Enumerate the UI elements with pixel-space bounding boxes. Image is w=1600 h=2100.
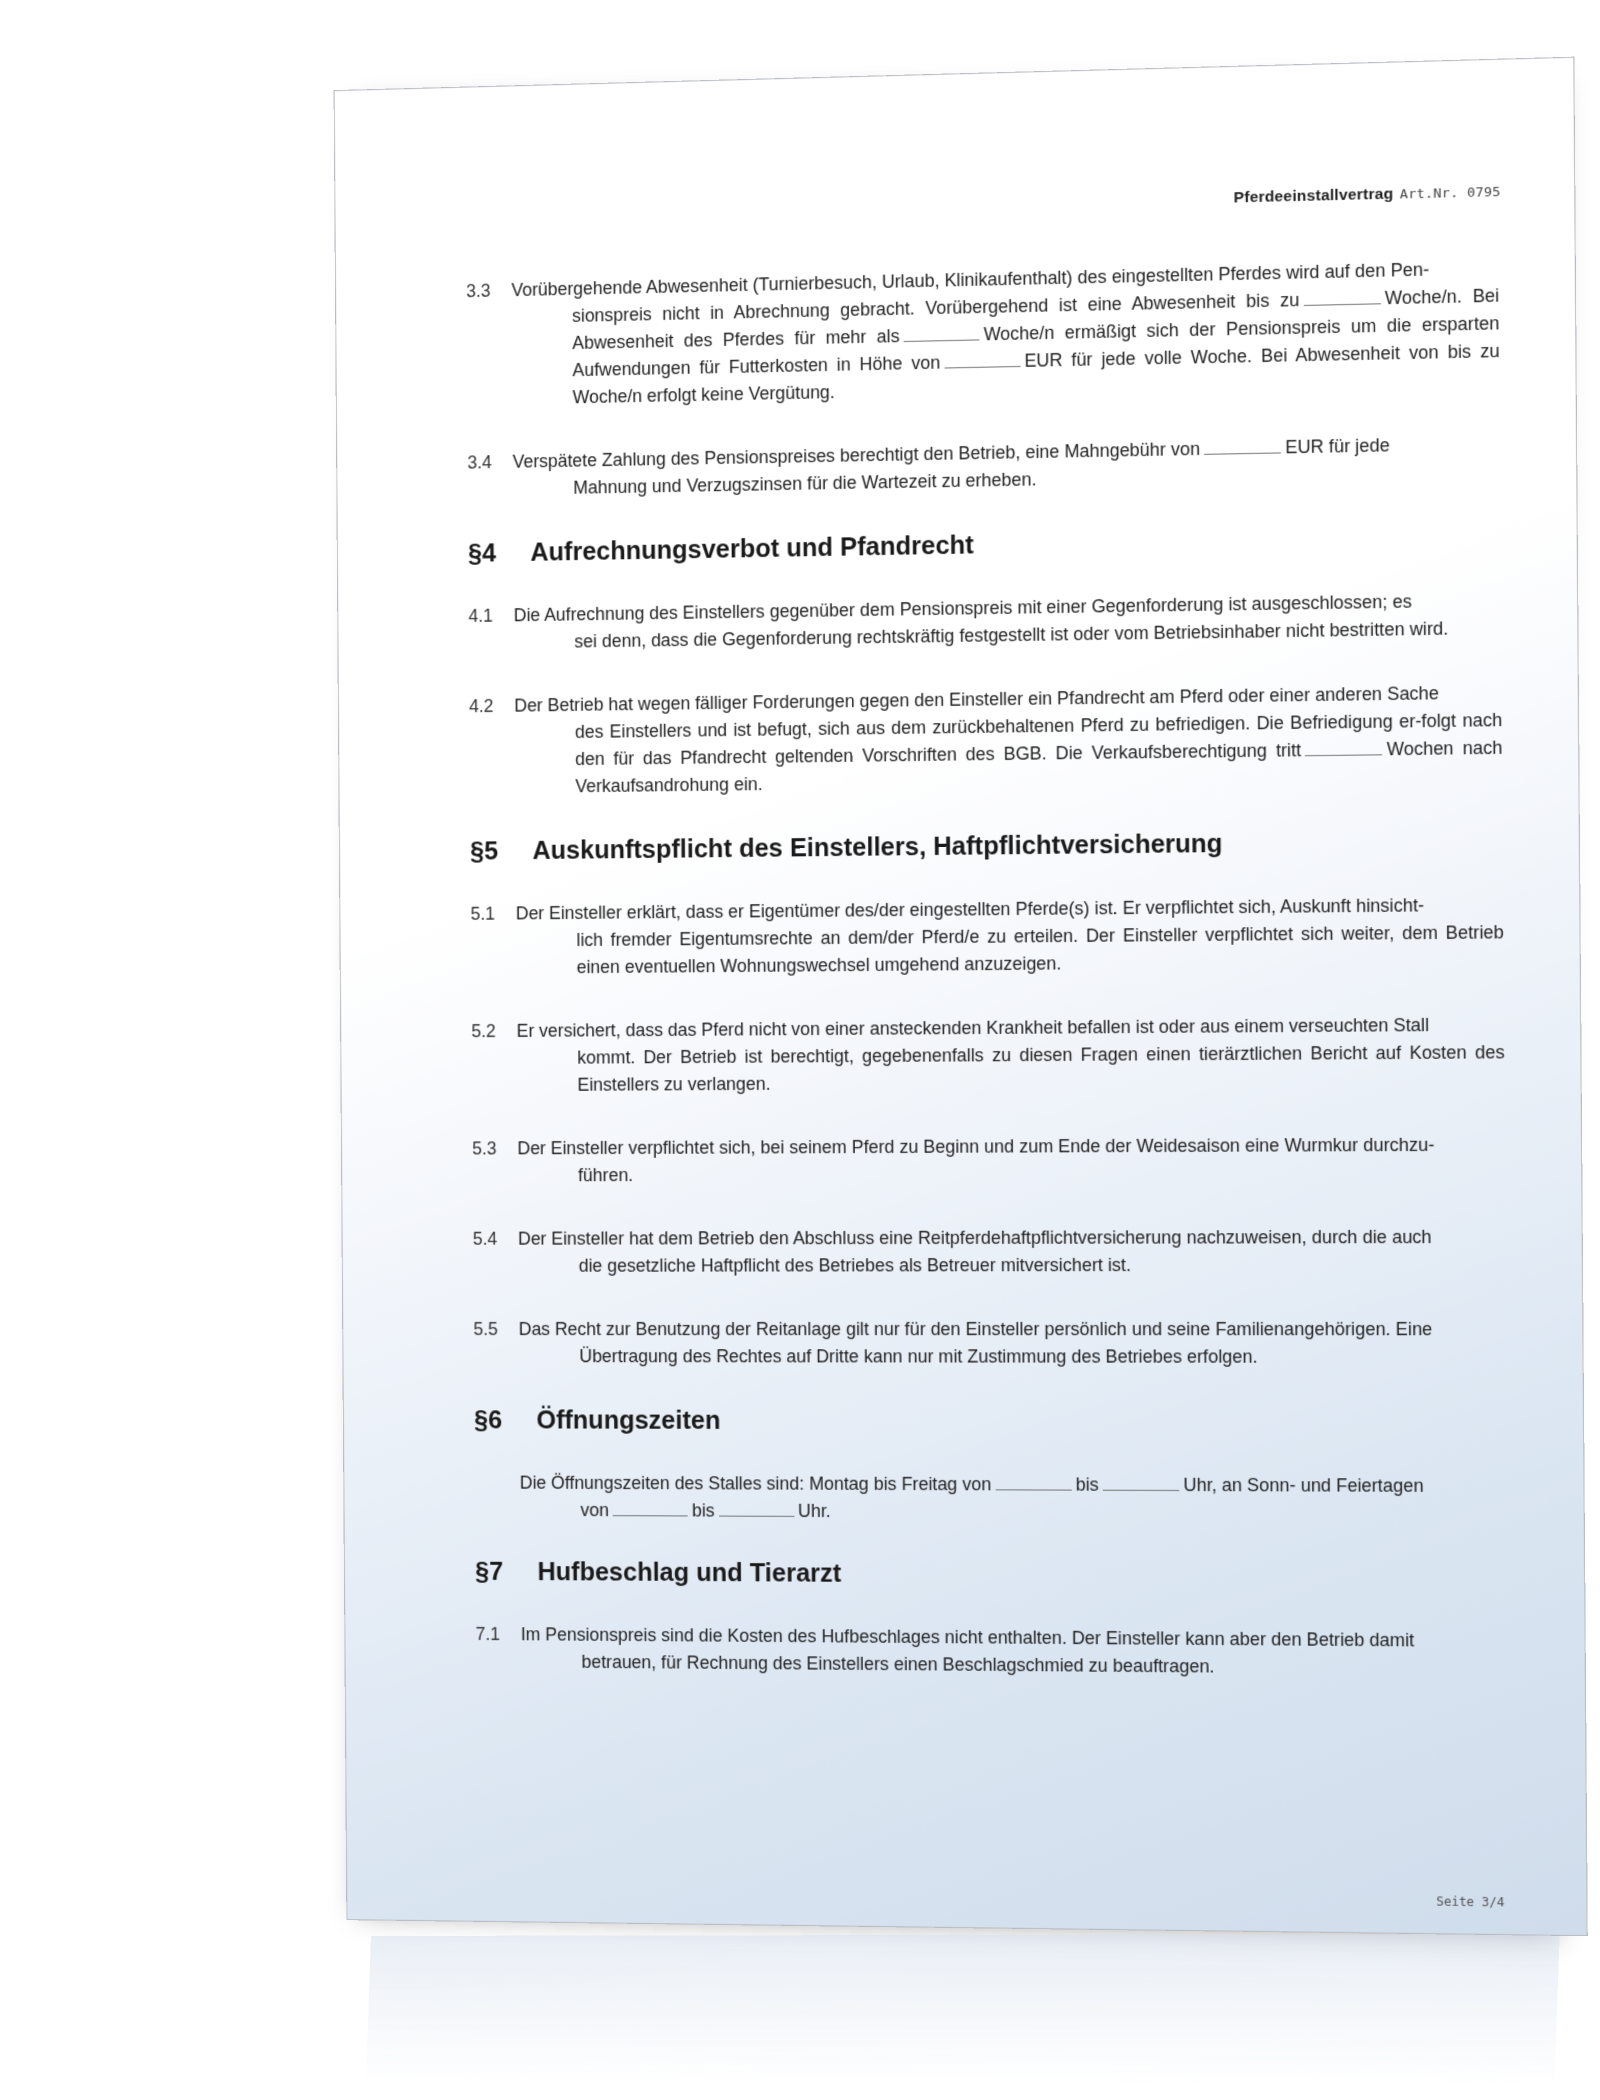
- hours-text: Uhr.: [797, 1500, 831, 1522]
- document-page: [334, 57, 1588, 1937]
- clause-number: 4.1: [468, 605, 493, 627]
- clause-text-cont: [514, 707, 1502, 801]
- clause-number: 3.3: [466, 280, 491, 302]
- fill-in-blank[interactable]: [944, 352, 1020, 369]
- clause-5-2: [471, 1011, 1505, 1099]
- clause-text-part: des Einstellers und ist befugt, sich aus dem zurückbehaltenen Pferd zu befriedigen. Die Befriedigung er-folgt nach den für das Pfandrecht geltenden Vorschriften des BGB. Die Verkaufsberechtigung tritt: [574, 709, 1503, 770]
- clause-text: Im Pensionspreis sind die Kosten des Hufbeschlages nicht enthalten. Der Einsteller kann aber den Betrieb damit: [520, 1624, 1415, 1651]
- section-number: §5: [470, 837, 499, 866]
- hours-line-2: [520, 1497, 1508, 1528]
- section-title: Hufbeschlag und Tierarzt: [537, 1558, 842, 1588]
- clause-text: Vorübergehende Abwesenheit (Turnierbesuch, Urlaub, Klinikaufenthalt) des eingestellten Pferdes wird auf den Pen-: [511, 259, 1430, 301]
- clause-7-1: [475, 1621, 1509, 1683]
- clause-text-part: Woche/n ermäßigt sich der Pensionspreis um die ersparten Aufwendungen für Futterkosten in Höhe von: [572, 312, 1500, 381]
- clause-text-cont: führen.: [578, 1164, 634, 1186]
- clause-text: Das Recht zur Benutzung der Reitanlage gilt nur für den Einsteller persönlich und seine Familienangehörigen. Eine: [518, 1318, 1433, 1340]
- clause-number: 7.1: [475, 1623, 501, 1645]
- document-title: Pferdeeinstallvertrag: [1233, 185, 1394, 207]
- clause-5-4: [472, 1223, 1506, 1279]
- clause-text: Der Betrieb hat wegen fälliger Forderungen gegen den Einsteller ein Pfandrecht am Pferd oder einer anderen Sache: [514, 682, 1440, 716]
- clause-text-cont: lich fremder Eigentumsrechte an dem/der Pferd/e zu erteilen. Der Einsteller verpflichtet sich weiter, dem Betrieb einen eventuellen Wohnungswechsel umgehend anzuzeigen.: [576, 922, 1504, 978]
- clause-text: Der Einsteller hat dem Betrieb den Abschluss eine Reitpferdehaftpflichtversicherung nachzuweisen, durch die auch: [518, 1226, 1432, 1249]
- section-number: §7: [475, 1557, 504, 1586]
- hours-line-1: [520, 1473, 1424, 1496]
- clause-text: Die Aufrechnung des Einstellers gegenüber dem Pensionspreis mit einer Gegenforderung ist ausgeschlossen; es: [513, 591, 1412, 626]
- fill-in-blank[interactable]: [1305, 740, 1382, 756]
- section-title: Auskunftspflicht des Einstellers, Haftpflichtversicherung: [532, 829, 1223, 866]
- clause-text-part: Wochen nach Verkaufsandrohung ein.: [575, 737, 1503, 797]
- clause-text-cont: betrauen, für Rechnung des Einstellers einen Beschlagschmied zu beauftragen.: [581, 1651, 1215, 1677]
- hours-text: von: [580, 1499, 610, 1521]
- clause-text-part: Verspätete Zahlung des Pensionspreises berechtigt den Betrieb, eine Mahngebühr von: [512, 438, 1201, 472]
- hours-text: Die Öffnungszeiten des Stalles sind: Montag bis Freitag von: [519, 1472, 992, 1495]
- fill-in-blank[interactable]: [719, 1501, 794, 1516]
- fill-in-blank[interactable]: [904, 325, 980, 342]
- clause-number: 4.2: [469, 695, 494, 717]
- opening-hours: [520, 1470, 1508, 1528]
- clause-text-cont: sei denn, dass die Gegenforderung rechtskräftig festgestellt ist oder vom Betriebsinhaber nicht bestritten wird.: [574, 618, 1449, 652]
- section-number: §6: [474, 1406, 503, 1435]
- section-heading-7: [475, 1558, 1508, 1593]
- clause-text: Er versichert, dass das Pferd nicht von einer ansteckenden Krankheit befallen ist oder aus einem verseuchten Stall: [516, 1014, 1430, 1041]
- fill-in-blank[interactable]: [1204, 438, 1281, 455]
- section-title: Aufrechnungsverbot und Pfandrecht: [530, 531, 974, 567]
- fill-in-blank[interactable]: [613, 1501, 688, 1516]
- hours-text: bis: [1075, 1474, 1099, 1495]
- section-title: Öffnungszeiten: [536, 1406, 721, 1435]
- clause-text-part: EUR für jede: [1285, 435, 1390, 458]
- page-header: [1234, 183, 1501, 207]
- clause-3-3: [466, 255, 1500, 413]
- hours-text: Uhr, an Sonn- und Feiertagen: [1183, 1474, 1424, 1496]
- clause-4-2: [469, 679, 1503, 801]
- clause-4-1: [468, 587, 1502, 657]
- fill-in-blank[interactable]: [1103, 1475, 1180, 1491]
- section-number: §4: [467, 539, 497, 568]
- clause-number: 5.3: [472, 1138, 497, 1159]
- clause-text: Der Einsteller verpflichtet sich, bei seinem Pferd zu Beginn und zum Ende der Weidesaison eine Wurmkur durchzu-: [517, 1134, 1435, 1159]
- fill-in-blank[interactable]: [995, 1475, 1071, 1490]
- clause-text-cont: kommt. Der Betrieb ist berechtigt, gegebenenfalls zu diesen Fragen einen tierärztlichen Bericht auf Kosten des Einstellers zu verlangen.: [577, 1041, 1505, 1095]
- clause-text-cont: die gesetzliche Haftpflicht des Betriebes als Betreuer mitversichert ist.: [578, 1254, 1132, 1276]
- clause-text-part: EUR für jede volle Woche. Bei Abwesenheit von bis zu Woche/n erfolgt keine Vergütung.: [572, 340, 1500, 408]
- section-heading-4: [468, 522, 1501, 569]
- clause-5-1: [470, 891, 1504, 981]
- clause-number: 5.2: [471, 1020, 496, 1042]
- section-heading-5: [470, 827, 1503, 867]
- page-number: Seite 3/4: [1436, 1894, 1505, 1910]
- clause-text-part: Woche/n. Bei Abwesenheit des Pferdes für mehr als: [572, 285, 1500, 354]
- fill-in-blank[interactable]: [1303, 289, 1380, 306]
- clause-5-5: [473, 1316, 1507, 1371]
- clause-text-cont: [512, 282, 1500, 412]
- clause-text: Der Einsteller erklärt, dass er Eigentümer des/der eingestellten Pferde(s) ist. Er verpflichtet sich, Auskunft hinsicht-: [515, 895, 1425, 924]
- clause-number: 5.5: [473, 1318, 498, 1340]
- clause-5-3: [472, 1131, 1505, 1189]
- hours-text: bis: [691, 1500, 715, 1521]
- clause-text-cont: Mahnung und Verzugszinsen für die Wartezeit zu erheben.: [573, 469, 1037, 498]
- clause-text-cont: Übertragung des Rechtes auf Dritte kann nur mit Zustimmung des Betriebes erfolgen.: [579, 1346, 1258, 1367]
- article-number: Art.Nr. 0795: [1399, 184, 1501, 203]
- clause-number: 5.4: [472, 1228, 498, 1249]
- clause-number: 5.1: [470, 903, 496, 924]
- section-heading-6: [474, 1406, 1507, 1438]
- clause-number: 3.4: [467, 452, 492, 473]
- page-reflection: [366, 1934, 1560, 2086]
- clause-text-part: sionspreis nicht in Abrechnung gebracht. Vorübergehend ist eine Abwesenheit bis zu: [572, 289, 1300, 326]
- clause-3-4: [467, 430, 1501, 503]
- page-content: [466, 255, 1509, 1720]
